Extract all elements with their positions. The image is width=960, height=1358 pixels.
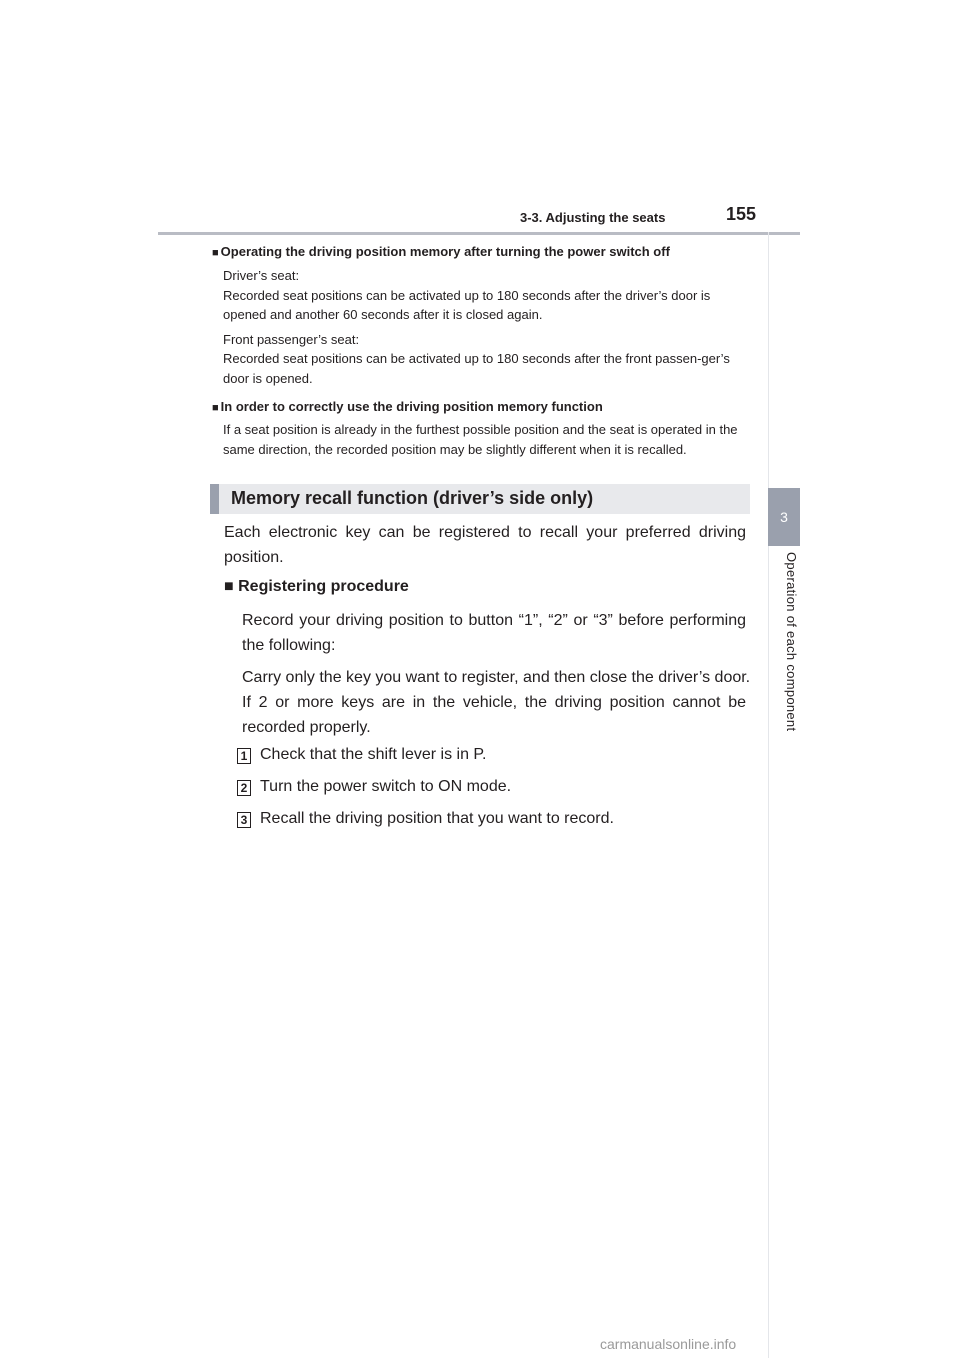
note-line: Front passenger’s seat:: [223, 331, 360, 347]
step-text: Recall the driving position that you want to record.: [260, 810, 614, 827]
step-number-badge: 2: [237, 780, 251, 796]
header-rule: [158, 232, 800, 235]
step-item: [237, 810, 752, 832]
side-divider: [768, 232, 769, 1358]
note-line: Driver’s seat:: [223, 268, 300, 283]
step-text: Check that the shift lever is in P.: [260, 746, 487, 763]
section-title: Memory recall function (driver’s side only): [231, 488, 594, 508]
watermark: carmanualsonline.info: [600, 1336, 737, 1352]
subheading: ■ Registering procedure: [224, 578, 409, 595]
note-body: [212, 266, 752, 388]
note-power-switch-off: [212, 244, 752, 388]
note-line: Recorded seat positions can be activated up to 180 seconds after the front passen-ger’s door is opened.: [223, 351, 730, 386]
square-bullet-icon: ■: [224, 578, 234, 595]
step-number-badge: 1: [237, 748, 251, 764]
square-bullet-icon: ■: [212, 247, 219, 259]
note-body: [212, 420, 752, 459]
note-correct-use: [212, 399, 752, 459]
step-number-badge: 3: [237, 812, 251, 828]
page-number: 155: [726, 204, 757, 224]
square-bullet-icon: ■: [212, 402, 219, 414]
chapter-tab: [768, 488, 800, 546]
section-title-header: 3-3. Adjusting the seats: [520, 210, 666, 225]
note-title: ■ Operating the driving position memory after turning the power switch off: [212, 244, 670, 259]
note-title: ■ In order to correctly use the driving position memory function: [212, 399, 603, 414]
paragraph: Carry only the key you want to register, and then close the driver’s door.: [242, 669, 751, 686]
chapter-number: 3: [780, 509, 788, 525]
paragraph: If 2 or more keys are in the vehicle, the driving position cannot be recorded properly.: [242, 694, 746, 736]
section-header: [210, 484, 750, 514]
chapter-label: Operation of each component: [784, 552, 799, 732]
note-line: If a seat position is already in the furthest possible position and the seat is operated in the same direction, the recorded position may be slightly different when it is recalled.: [223, 422, 738, 457]
paragraph: Record your driving position to button “1”, “2” or “3” before performing the following:: [242, 612, 746, 654]
note-line: Recorded seat positions can be activated up to 180 seconds after the driver’s door is opened and another 60 seconds after it is closed again.: [223, 287, 711, 322]
section-intro: Each electronic key can be registered to recall your preferred driving position.: [224, 524, 746, 566]
step-item: [237, 778, 752, 800]
step-text: Turn the power switch to ON mode.: [260, 778, 512, 795]
step-item: [237, 746, 752, 768]
